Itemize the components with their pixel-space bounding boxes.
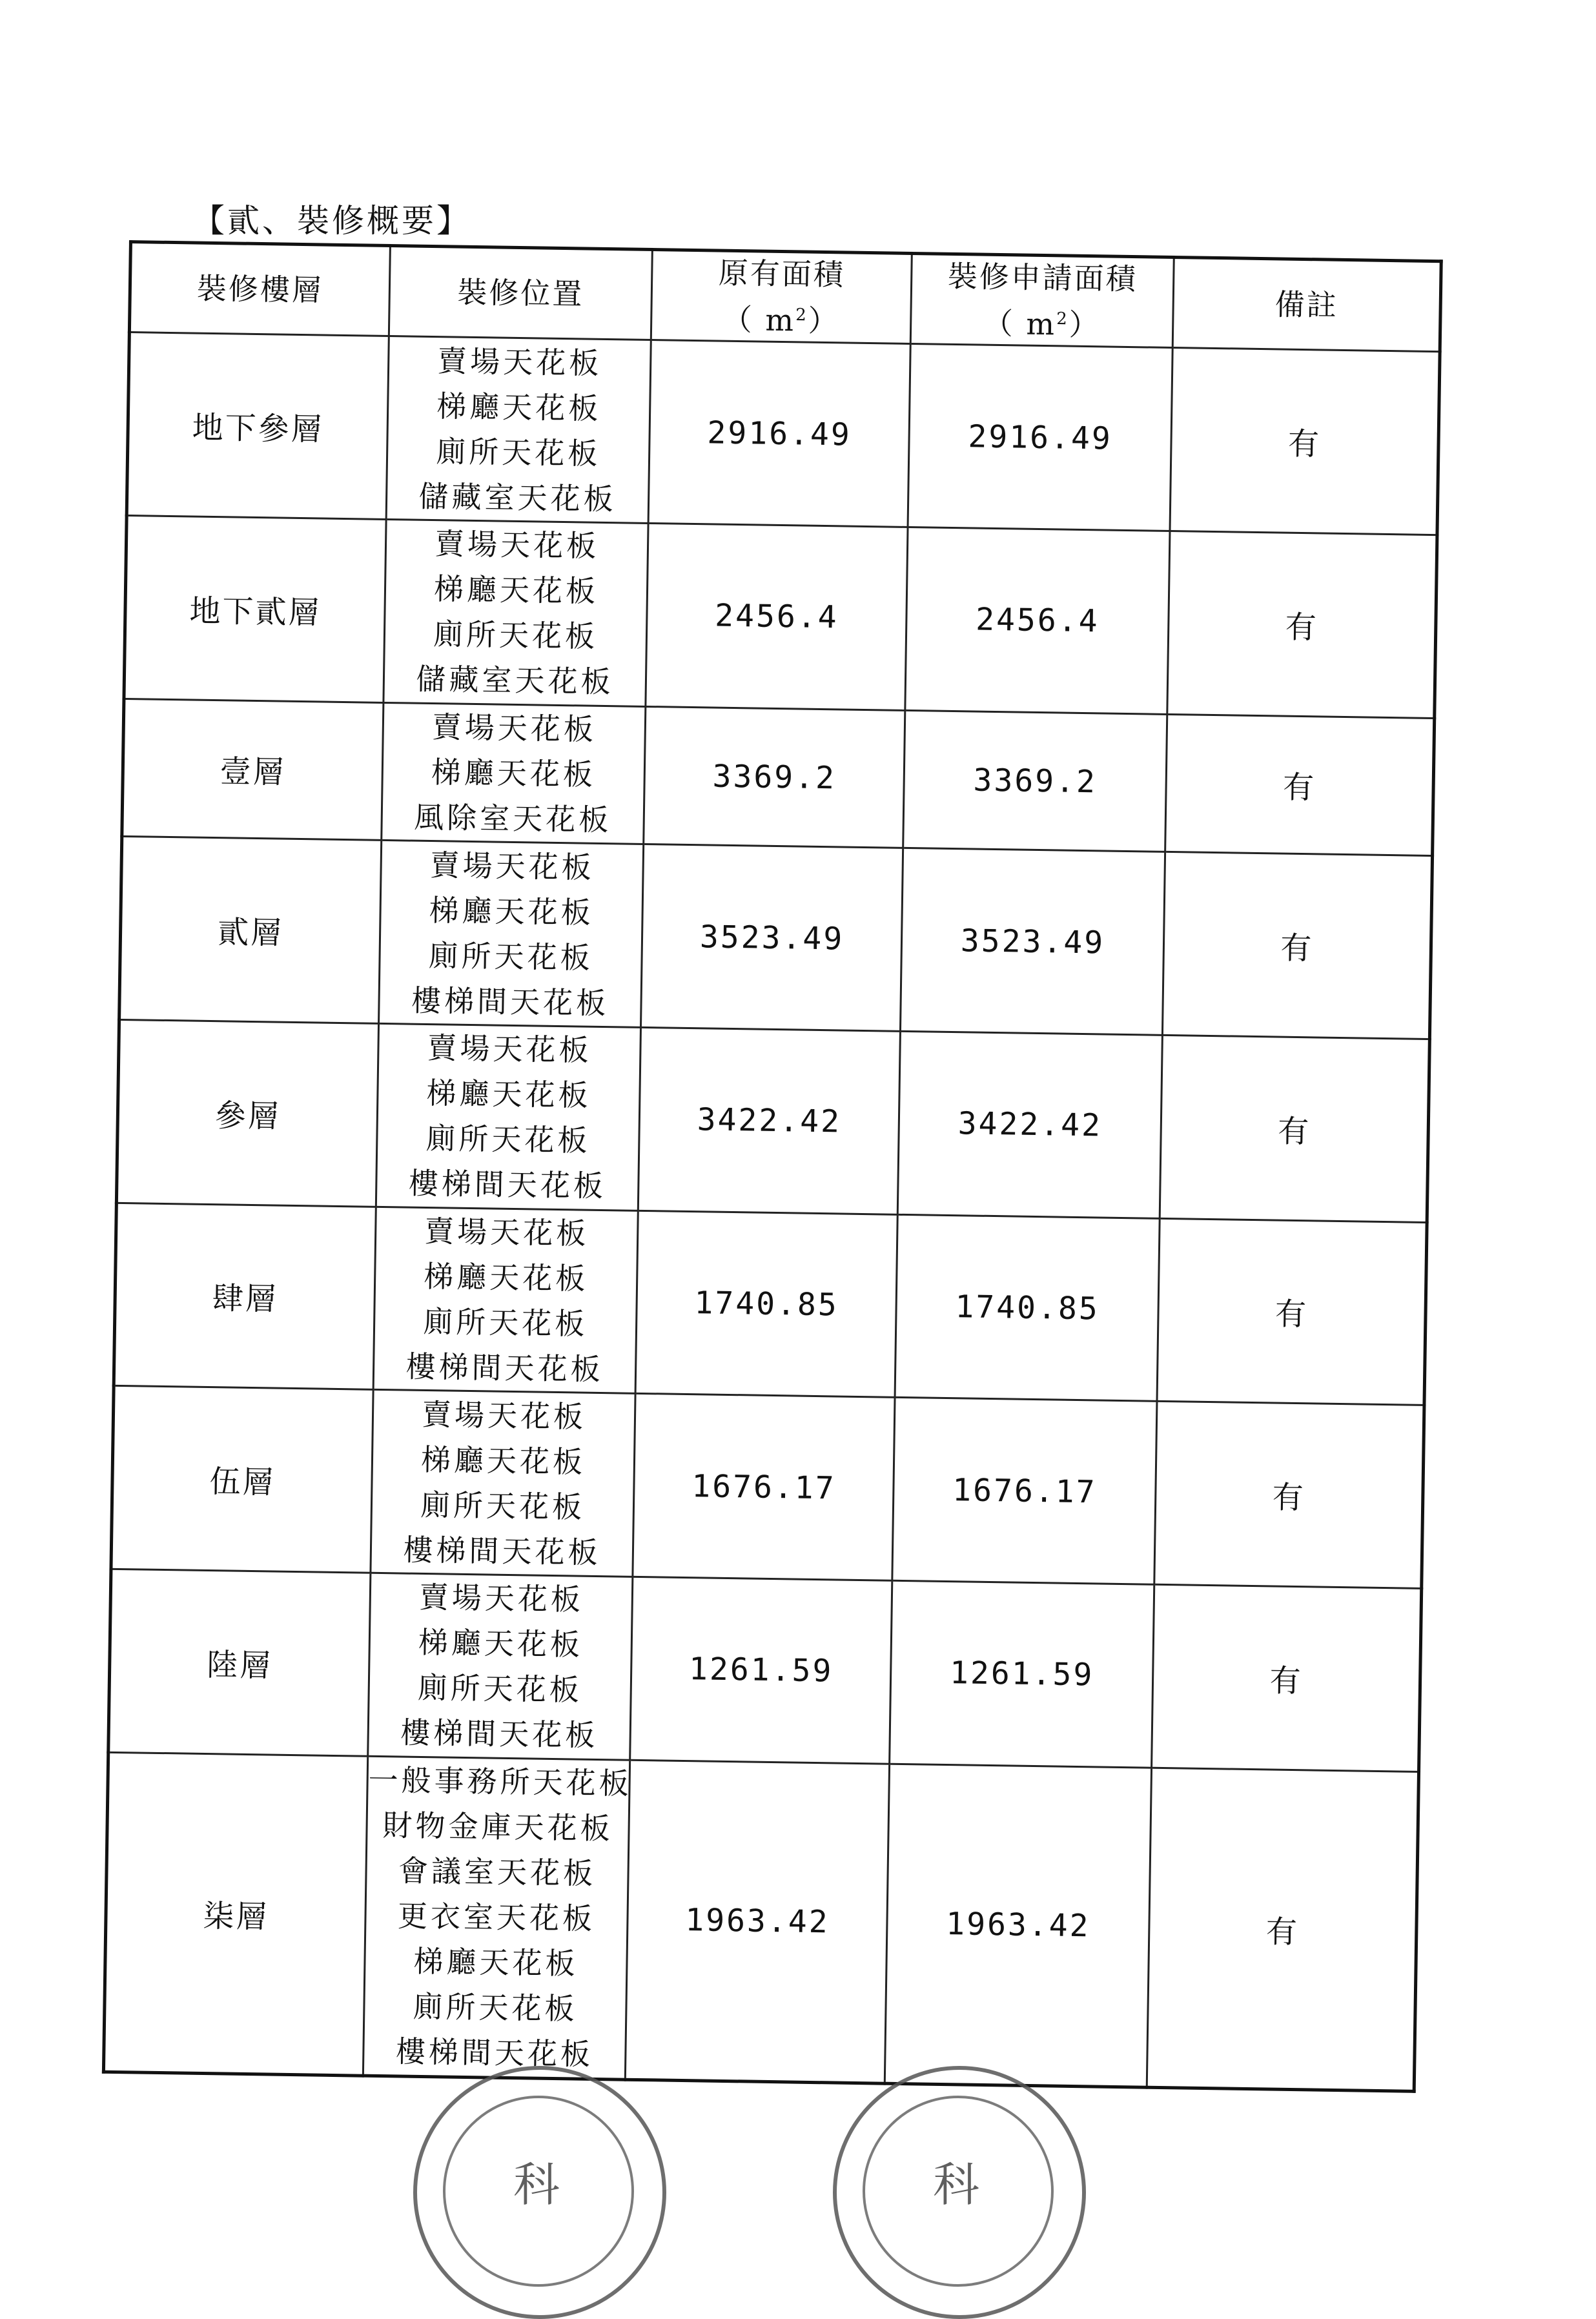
remarks-cell: 有 (1160, 1035, 1429, 1222)
location-cell (376, 1023, 640, 1211)
header-applied-area-unit: （ $m^2$） (983, 305, 1101, 343)
official-seal-stamp (833, 2066, 1086, 2319)
location-item: 梯廳天花板 (418, 1625, 584, 1662)
applied-area-cell: 1963.42 (885, 1764, 1151, 2087)
original-area-cell: 3523.49 (640, 844, 903, 1032)
location-cell (371, 1390, 635, 1577)
header-original-area-label: 原有面積 (718, 255, 846, 292)
floor-cell: 壹層 (122, 699, 384, 840)
remarks-cell: 有 (1147, 1768, 1418, 2091)
location-item: 樓梯間天花板 (400, 1715, 598, 1753)
location-cell (386, 336, 651, 524)
location-cell (379, 841, 644, 1028)
remarks-cell: 有 (1154, 1402, 1424, 1589)
floor-cell: 地下貳層 (124, 516, 386, 703)
location-item: 賣場天花板 (424, 1213, 589, 1251)
location-item: 賣場天花板 (434, 526, 600, 564)
table-row (116, 1019, 1429, 1222)
location-item: 梯廳天花板 (436, 388, 602, 426)
location-item: 梯廳天花板 (429, 892, 595, 930)
location-item: 廁所天花板 (435, 433, 601, 471)
location-item: 賣場天花板 (421, 1396, 587, 1435)
applied-area-cell: 3422.42 (897, 1031, 1162, 1218)
floor-cell: 肆層 (114, 1203, 376, 1390)
location-cell (363, 1756, 633, 2079)
location-item: 賣場天花板 (436, 343, 602, 381)
header-original-area (651, 250, 912, 344)
applied-area-cell: 2916.49 (908, 344, 1172, 531)
original-area-cell: 1963.42 (625, 1760, 889, 2083)
applied-area-cell: 2456.4 (905, 527, 1170, 714)
remarks-cell: 有 (1170, 348, 1440, 535)
table-row (127, 332, 1440, 535)
remarks-cell: 有 (1152, 1584, 1422, 1772)
applied-area-cell: 3369.2 (903, 710, 1167, 852)
table-row (103, 1752, 1418, 2091)
table-row (119, 837, 1433, 1039)
remarks-cell: 有 (1167, 531, 1437, 718)
table-row (108, 1569, 1422, 1772)
seal-text: 科 (932, 2158, 986, 2212)
location-item: 廁所天花板 (417, 1670, 583, 1708)
location-item: 梯廳天花板 (433, 571, 599, 609)
seal-text: 科 (513, 2158, 566, 2212)
floor-cell: 陸層 (108, 1569, 371, 1756)
location-item: 賣場天花板 (429, 847, 595, 885)
location-cell (373, 1207, 638, 1394)
location-item: 廁所天花板 (422, 1303, 588, 1342)
remarks-cell: 有 (1162, 852, 1432, 1039)
header-floor: 裝修樓層 (129, 242, 390, 336)
floor-cell: 柒層 (103, 1752, 367, 2076)
applied-area-cell: 3523.49 (900, 848, 1165, 1036)
header-remarks: 備註 (1172, 258, 1441, 352)
header-applied-area-label: 裝修申請面積 (947, 258, 1138, 297)
original-area-cell: 1261.59 (630, 1577, 892, 1764)
location-cell (368, 1573, 633, 1760)
location-item: 風除室天花板 (413, 799, 612, 838)
location-item: 更衣室天花板 (397, 1898, 596, 1937)
location-cell (384, 519, 648, 706)
original-area-cell: 1676.17 (633, 1394, 895, 1581)
applied-area-cell: 1261.59 (890, 1580, 1154, 1768)
location-item: 廁所天花板 (425, 1121, 591, 1158)
location-item: 儲藏室天花板 (416, 662, 614, 700)
location-item: 財物金庫天花板 (382, 1808, 613, 1846)
location-item: 樓梯間天花板 (405, 1349, 604, 1387)
original-area-cell: 3422.42 (638, 1027, 900, 1214)
section-title: 【貳、裝修概要】 (192, 202, 471, 240)
remarks-cell: 有 (1157, 1218, 1427, 1405)
location-item: 賣場天花板 (427, 1030, 592, 1068)
location-item: 樓梯間天花板 (403, 1532, 601, 1570)
location-item: 樓梯間天花板 (411, 983, 609, 1021)
original-area-cell: 2456.4 (646, 523, 908, 710)
location-item: 廁所天花板 (433, 617, 598, 655)
location-item: 廁所天花板 (413, 1989, 578, 2027)
original-area-cell: 1740.85 (635, 1211, 897, 1398)
location-item: 樓梯間天花板 (408, 1165, 607, 1204)
original-area-cell: 2916.49 (648, 340, 910, 527)
header-original-area-unit: （ $m^2$） (722, 301, 841, 339)
table-row (111, 1386, 1424, 1589)
location-cell (382, 702, 646, 844)
location-item: 梯廳天花板 (431, 754, 597, 792)
applied-area-cell: 1740.85 (895, 1214, 1160, 1402)
table-body (103, 332, 1440, 2091)
floor-cell: 貳層 (119, 837, 382, 1024)
location-item: 儲藏室天花板 (418, 478, 617, 516)
renovation-summary-table (102, 240, 1443, 2093)
floor-cell: 地下參層 (127, 332, 389, 520)
official-seal-stamp (413, 2066, 666, 2319)
location-item: 一般事務所天花板 (368, 1762, 633, 1802)
header-location: 裝修位置 (389, 246, 652, 340)
applied-area-cell: 1676.17 (892, 1398, 1157, 1585)
location-item: 梯廳天花板 (420, 1442, 586, 1480)
location-item: 會議室天花板 (398, 1853, 597, 1892)
remarks-cell: 有 (1165, 714, 1435, 856)
table-row (122, 699, 1435, 856)
location-item: 廁所天花板 (420, 1487, 586, 1525)
location-item: 樓梯間天花板 (395, 2034, 594, 2072)
location-item: 廁所天花板 (428, 937, 593, 976)
location-item: 梯廳天花板 (423, 1258, 589, 1296)
location-item: 梯廳天花板 (426, 1076, 591, 1114)
original-area-cell: 3369.2 (644, 706, 905, 848)
floor-cell: 參層 (116, 1019, 378, 1207)
location-item: 賣場天花板 (418, 1580, 584, 1617)
floor-cell: 伍層 (111, 1386, 373, 1573)
table-row (114, 1203, 1427, 1405)
location-item: 梯廳天花板 (413, 1944, 578, 1981)
table-row (124, 516, 1437, 719)
header-applied-area (910, 253, 1174, 347)
renovation-summary-table-wrapper (102, 240, 1440, 2093)
location-item: 賣場天花板 (431, 709, 597, 747)
